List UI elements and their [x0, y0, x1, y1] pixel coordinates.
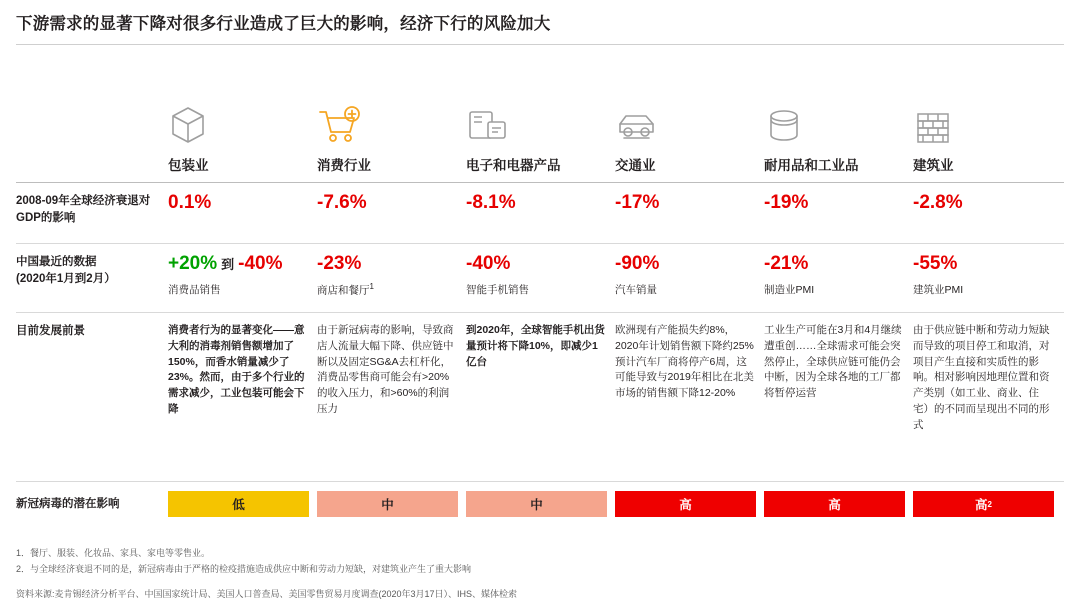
impact-cell	[615, 491, 764, 517]
outlook-cell: 由于新冠病毒的影响，导致商店人流量大幅下降、供应链中断以及固定SG&A去杠杆化，消费品零售商可能会有>20%的收入压力，和>60%的利润压力	[317, 324, 454, 415]
value: -23%	[317, 253, 362, 274]
column-header-transport	[615, 86, 764, 182]
outlook-text: 到2020年，全球智能手机出货量预计将下降10%，即减少1亿台	[466, 324, 605, 368]
footnotes	[16, 546, 1064, 578]
footnote-marker: 2	[987, 499, 992, 509]
value: -90%	[615, 253, 660, 274]
column-header-label: 耐用品和工业品	[764, 158, 859, 173]
table-cell	[615, 183, 764, 243]
status-badge: 中	[317, 491, 458, 517]
box-icon	[168, 86, 309, 148]
impact-cell	[466, 491, 615, 517]
row-label-line2: (2020年1月到2月）	[16, 272, 116, 285]
column-header-label: 交通业	[615, 158, 656, 173]
table-cell	[466, 183, 615, 243]
connector: 到	[221, 257, 235, 272]
value: -2.8%	[913, 192, 963, 213]
outlook-cell	[168, 313, 317, 481]
status-badge: 高	[615, 491, 756, 517]
shopping-cart-icon	[317, 86, 458, 148]
value-caption	[317, 282, 456, 298]
value: -40%	[466, 253, 511, 274]
value-secondary: -40%	[238, 253, 283, 274]
table-cell	[168, 244, 317, 312]
column-header-label: 消费行业	[317, 158, 371, 173]
value: -19%	[764, 192, 809, 213]
column-header-packaging	[168, 86, 317, 182]
column-header-consumer	[317, 86, 466, 182]
impact-cell	[317, 491, 466, 517]
row-label: 2008-09年全球经济衰退对GDP的影响	[16, 195, 151, 224]
value: 0.1%	[168, 192, 212, 213]
page-title: 下游需求的显著下降对很多行业造成了巨大的影响，经济下行的风险加大	[16, 15, 551, 33]
outlook-cell	[466, 313, 615, 481]
column-header-label: 电子和电器产品	[466, 158, 561, 173]
row-label: 目前发展前景	[16, 325, 85, 337]
table-row	[16, 183, 1064, 243]
table-row	[16, 244, 1064, 312]
footnote-2: 2．与全球经济衰退不同的是，新冠病毒由于严格的检疫措施造成供应中断和劳动力短缺，对建筑业产生了重大影响	[16, 563, 472, 574]
impact-cell	[168, 491, 317, 517]
outlook-cell: 由于供应链中断和劳动力短缺而导致的项目停工和取消，对项目产生直接和实质性的影响。相对影响因地理位置和资产类别（如工业、商业、住宅）的不同而呈现出不同的形式	[913, 324, 1050, 431]
table-cell	[466, 244, 615, 312]
value: -17%	[615, 192, 660, 213]
value-caption: 汽车销量	[615, 283, 657, 296]
column-header-label: 包装业	[168, 158, 209, 173]
status-badge: 中	[466, 491, 607, 517]
row-label: 新冠病毒的潜在影响	[16, 497, 120, 510]
electronics-icon	[466, 86, 607, 148]
outlook-row	[16, 313, 1064, 481]
footnote-marker: 1	[369, 281, 374, 291]
row-label	[16, 244, 168, 312]
status-text: 高	[975, 498, 988, 512]
table-cell	[168, 183, 317, 243]
table-header-row	[16, 86, 1064, 182]
title-divider	[16, 44, 1064, 45]
paint-bucket-icon	[764, 86, 905, 148]
table-cell	[615, 244, 764, 312]
table-cell	[764, 244, 913, 312]
status-badge: 低	[168, 491, 309, 517]
column-header-construction	[913, 86, 1062, 182]
column-header-electronics	[466, 86, 615, 182]
table-cell	[317, 183, 466, 243]
column-header-durables	[764, 86, 913, 182]
impact-row	[16, 482, 1064, 526]
value: -55%	[913, 253, 958, 274]
value: -21%	[764, 253, 809, 274]
column-header-label: 建筑业	[913, 158, 954, 173]
outlook-cell: 工业生产可能在3月和4月继续遭重创……全球需求可能会突然停止，全球供应链可能仍会中断，因为全球各地的工厂都将暂停运营	[764, 324, 902, 399]
row-label-line1: 中国最近的数据	[16, 256, 97, 268]
table-cell	[913, 244, 1062, 312]
header-corner	[16, 86, 168, 182]
comparison-table	[16, 86, 1064, 526]
outlook-text: 消费者行为的显著变化——意大利的消毒剂销售额增加了150%，而香水销量减少了23%。然而，由于多个行业的需求减少，工业包装可能会下降	[168, 324, 305, 415]
value: -7.6%	[317, 192, 367, 213]
value-caption: 制造业PMI	[764, 283, 815, 296]
brick-wall-icon	[913, 86, 1054, 148]
caption-text: 商店和餐厅	[317, 284, 370, 297]
footnote-1: 1．餐厅、服装、化妆品、家具、家电等零售业。	[16, 548, 211, 558]
table-cell	[764, 183, 913, 243]
value-caption: 智能手机销售	[466, 283, 529, 296]
table-cell	[913, 183, 1062, 243]
value: +20%	[168, 253, 218, 274]
status-badge	[913, 491, 1054, 517]
value: -8.1%	[466, 192, 516, 213]
value-caption: 消费品销售	[168, 283, 221, 296]
impact-cell	[913, 491, 1062, 517]
value-caption: 建筑业PMI	[913, 283, 964, 296]
impact-cell	[764, 491, 913, 517]
car-icon	[615, 86, 756, 148]
status-badge: 高	[764, 491, 905, 517]
outlook-cell: 欧洲现有产能损失约8%，2020年计划销售额下降约25%预计汽车厂商将停产6周，这可能导致与2019年相比在北美市场的销售额下降12-20%	[615, 324, 754, 399]
table-cell	[317, 244, 466, 312]
source-note: 资料来源:麦肯锡经济分析平台、中国国家统计局、美国人口普查局、美国零售贸易月度调查(2020年3月17日）、IHS、媒体检索	[16, 589, 518, 599]
